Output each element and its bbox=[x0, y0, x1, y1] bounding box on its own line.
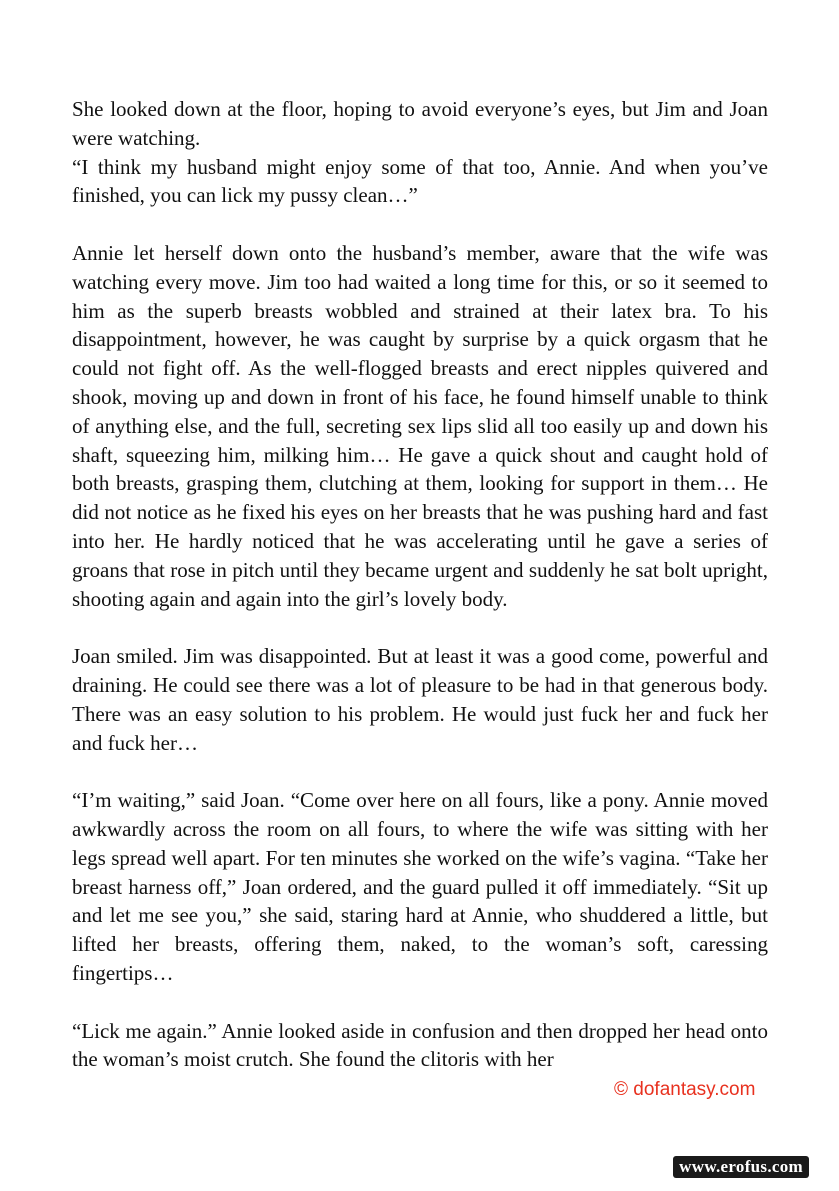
paragraph-4: Joan smiled. Jim was disappointed. But at least it was a good come, powerful and draining. He could see there was a lot of pleasure to be had in that generous body. There was an easy solution to his problem. He would just fuck her and fuck her and fuck her… bbox=[72, 644, 768, 755]
paragraph-5: “I’m waiting,” said Joan. “Come over here on all fours, like a pony. Annie moved awkwardly across the room on all fours, to where the wife was sitting with her legs spread well apart. For ten minutes she worked on the wife’s vagina. “Take her breast harness off,” Joan ordered, and the guard pulled it off immediately. “Sit up and let me see you,” she said, staring hard at Annie, who shuddered a little, but lifted her breasts, offering them, naked, to the woman’s soft, caressing fingertips… bbox=[72, 788, 768, 985]
paragraph-6: “Lick me again.” Annie looked aside in confusion and then dropped her head onto the woman’s moist crutch. She found the clitoris with her bbox=[72, 1018, 768, 1072]
story-text bbox=[72, 95, 768, 1074]
paragraph-2: “I think my husband might enjoy some of that too, Annie. And when you’ve finished, you can lick my pussy clean…” bbox=[72, 154, 768, 208]
paragraph-1: She looked down at the floor, hoping to avoid everyone’s eyes, but Jim and Joan were watching. bbox=[72, 97, 768, 150]
copyright-notice: © dofantasy.com bbox=[614, 1079, 756, 1100]
site-watermark: www.erofus.com bbox=[673, 1156, 809, 1178]
paragraph-3: Annie let herself down onto the husband’s member, aware that the wife was watching every move. Jim too had waited a long time for this, or so it seemed to him as the superb breasts wobbled and strained at their latex bra. To his disappointment, however, he was caught by surprise by a quick orgasm that he could not fight off. As the well-flogged breasts and erect nipples quivered and shook, moving up and down in front of his face, he found himself unable to think of anything else, and the full, secreting sex lips slid all too easily up and down his shaft, squeezing him, milking him… He gave a quick shout and caught hold of both breasts, grasping them, clutching at them, looking for support in them… He did not notice as he fixed his eyes on her breasts that he was pushing hard and fast into her. He hardly noticed that he was accelerating until he gave a series of groans that rose in pitch until they became urgent and suddenly he sat bolt upright, shooting again and again into the girl’s lovely body. bbox=[72, 240, 768, 611]
